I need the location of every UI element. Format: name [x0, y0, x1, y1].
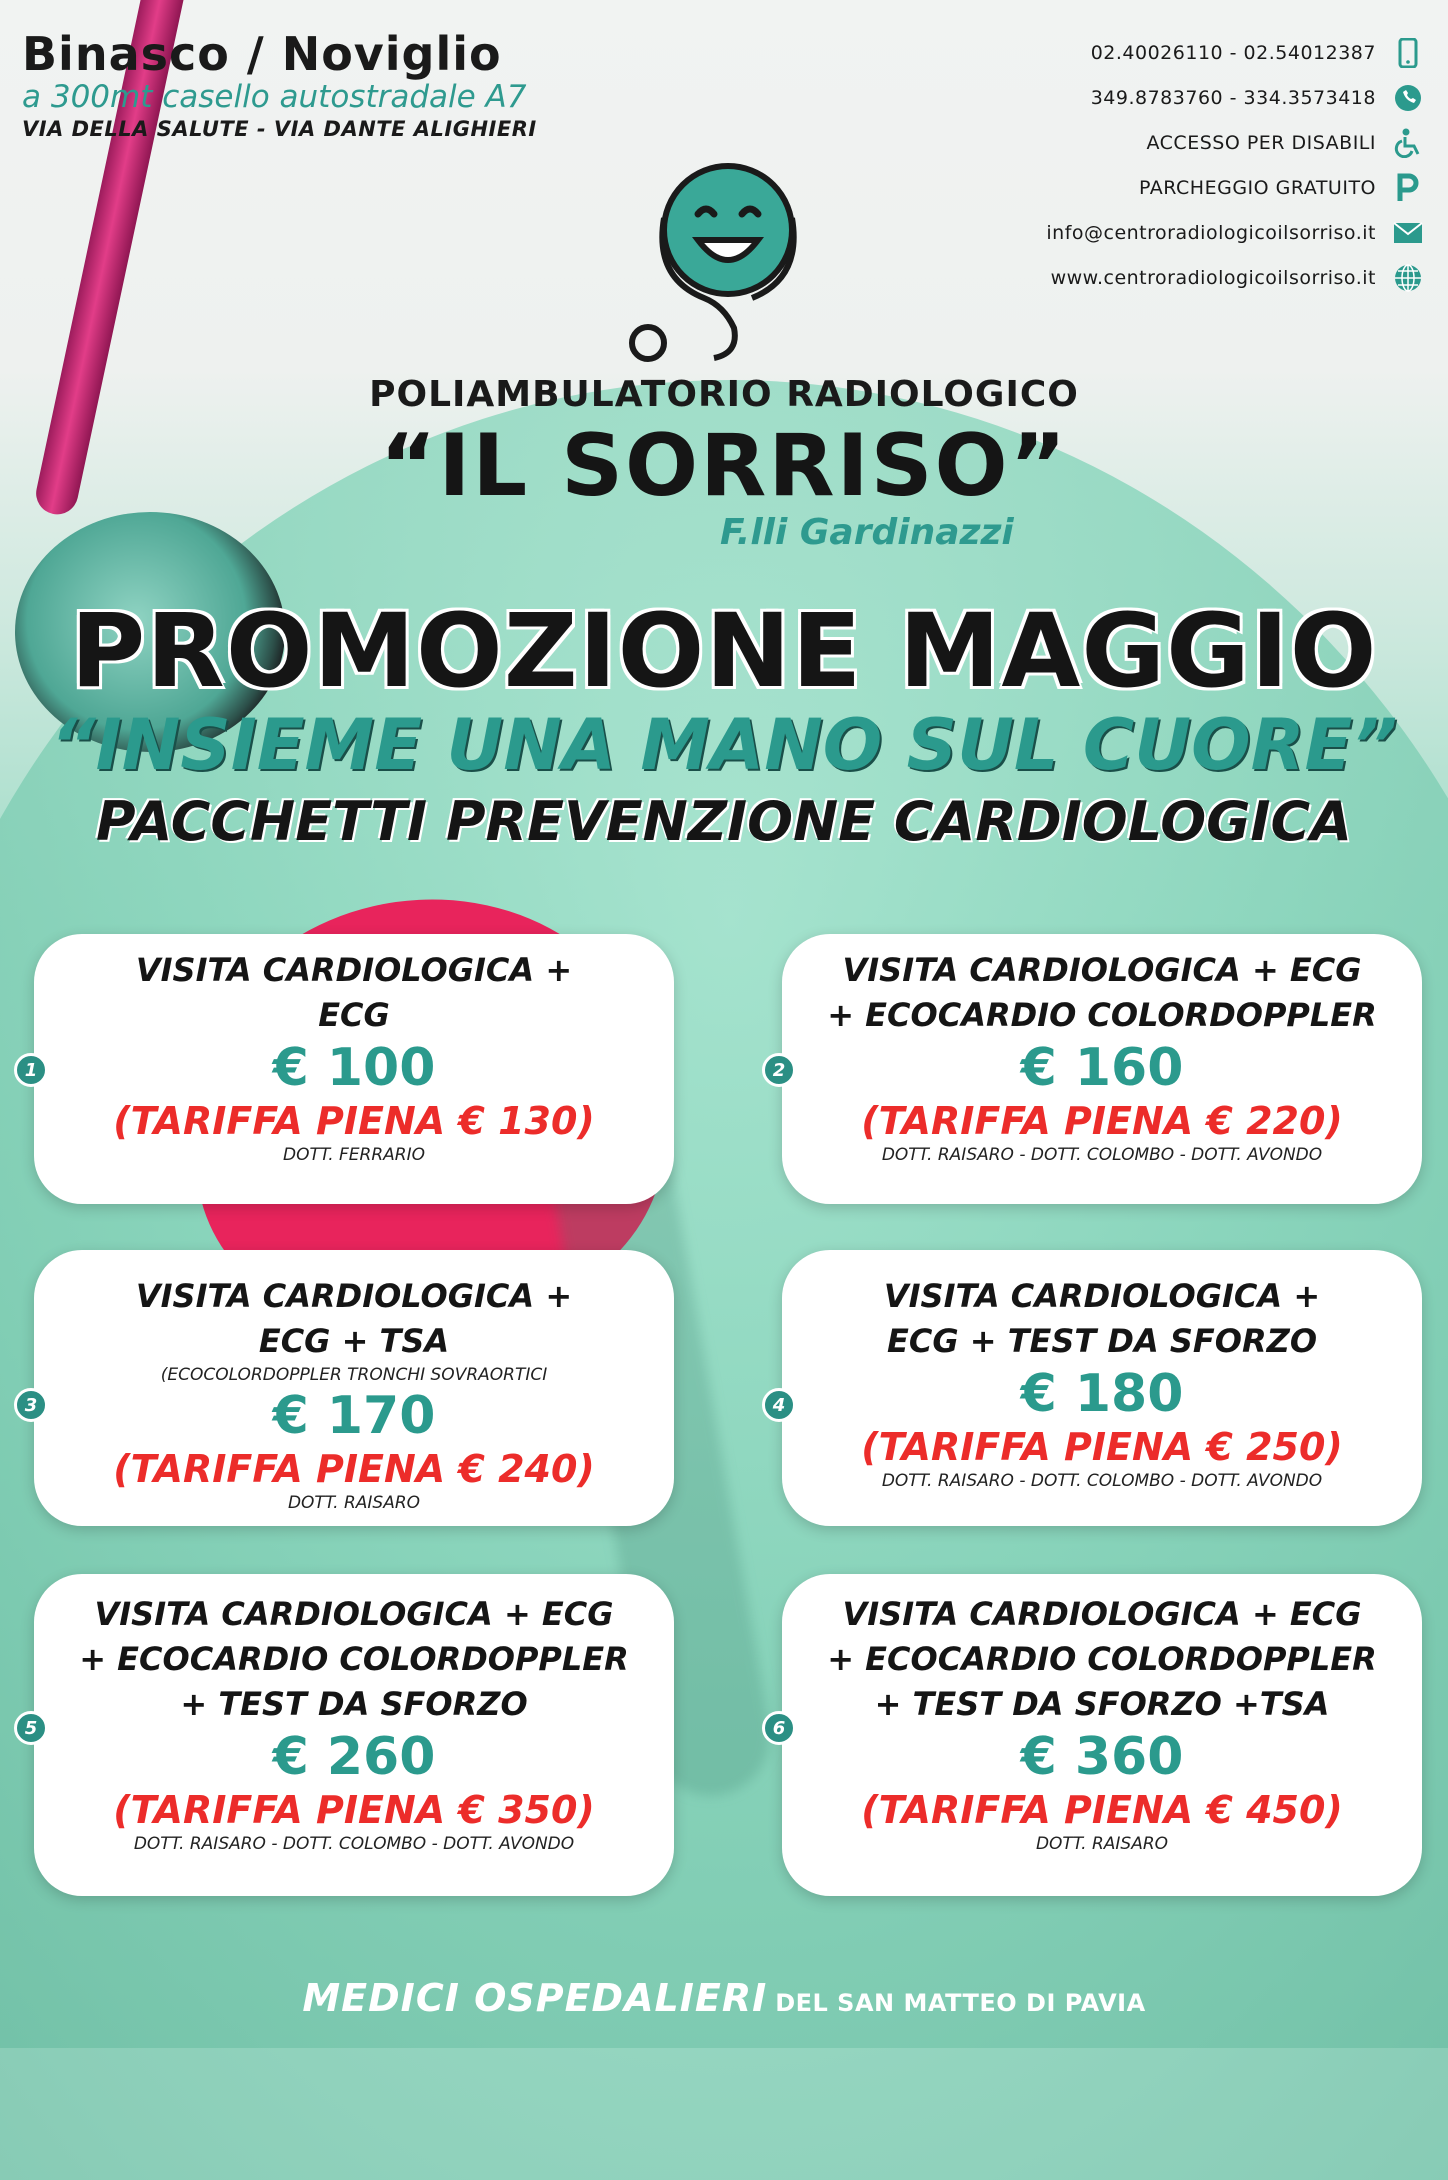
package-full-price: (TARIFFA PIENA € 450) — [861, 1788, 1343, 1832]
package-doctors: DOTT. RAISARO — [287, 1493, 421, 1513]
contact-whatsapp-text: 349.8783760 - 334.3573418 — [1090, 86, 1376, 109]
package-price: € 160 — [1020, 1038, 1184, 1098]
contact-disabled-text: ACCESSO PER DISABILI — [1146, 131, 1376, 154]
org-subtitle: F.lli Gardinazzi — [720, 512, 1014, 553]
package-number-badge: 6 — [762, 1711, 796, 1745]
package-full-price: (TARIFFA PIENA € 130) — [113, 1099, 595, 1143]
package-price: € 100 — [272, 1038, 436, 1098]
footer-tail: DEL SAN MATTEO DI PAVIA — [775, 1989, 1146, 2017]
contact-email[interactable] — [724, 210, 1424, 255]
package-title-line: + ECOCARDIO COLORDOPPLER — [827, 996, 1377, 1034]
package-number-badge: 3 — [14, 1388, 48, 1422]
package-card-2 — [782, 934, 1422, 1204]
promo-slogan: “INSIEME UNA MANO SUL CUORE” — [50, 704, 1398, 786]
contact-website[interactable] — [724, 255, 1424, 300]
package-title-line: + ECOCARDIO COLORDOPPLER — [79, 1640, 629, 1678]
package-title-line: ECG + TSA — [258, 1322, 450, 1360]
package-full-price: (TARIFFA PIENA € 240) — [113, 1447, 595, 1491]
promo-subtitle: PACCHETTI PREVENZIONE CARDIOLOGICA — [96, 790, 1352, 853]
promo-title: PROMOZIONE MAGGIO — [70, 592, 1378, 711]
location-block — [22, 28, 537, 144]
package-doctors: DOTT. RAISARO — [1035, 1834, 1169, 1854]
mail-icon — [1392, 217, 1424, 249]
package-title-line: VISITA CARDIOLOGICA + ECG — [94, 1595, 614, 1633]
package-price: € 170 — [272, 1386, 436, 1446]
package-doctors: DOTT. RAISARO - DOTT. COLOMBO - DOTT. AVONDO — [881, 1471, 1323, 1491]
contacts-list — [724, 30, 1424, 300]
package-doctors: DOTT. FERRARIO — [282, 1145, 425, 1165]
package-number-badge: 5 — [14, 1711, 48, 1745]
globe-icon — [1392, 262, 1424, 294]
contact-phone[interactable] — [724, 30, 1424, 75]
org-name: “IL SORRISO” — [379, 416, 1069, 516]
contact-website-text[interactable]: www.centroradiologicoilsorriso.it — [1050, 266, 1376, 289]
package-title-line: VISITA CARDIOLOGICA + ECG — [842, 951, 1362, 989]
package-card-5 — [34, 1574, 674, 1896]
package-price: € 180 — [1020, 1364, 1184, 1424]
package-full-price: (TARIFFA PIENA € 220) — [861, 1099, 1343, 1143]
package-full-price: (TARIFFA PIENA € 250) — [861, 1425, 1343, 1469]
contact-disabled-access — [724, 120, 1424, 165]
smiley-stethoscope-logo — [620, 158, 820, 368]
package-card-3 — [34, 1250, 674, 1526]
package-title-line: ECG + TEST DA SFORZO — [886, 1322, 1318, 1360]
contact-parking — [724, 165, 1424, 210]
package-price: € 260 — [272, 1727, 436, 1787]
contact-parking-text: PARCHEGGIO GRATUITO — [1139, 176, 1376, 199]
package-full-price: (TARIFFA PIENA € 350) — [113, 1788, 595, 1832]
distance-note: a 300mt casello autostradale A7 — [22, 79, 527, 115]
package-number-badge: 1 — [14, 1053, 48, 1087]
package-title-line: + ECOCARDIO COLORDOPPLER — [827, 1640, 1377, 1678]
whatsapp-icon — [1392, 82, 1424, 114]
package-title-line: VISITA CARDIOLOGICA + — [883, 1277, 1321, 1315]
package-title-line: + TEST DA SFORZO +TSA — [874, 1685, 1330, 1723]
package-card-1 — [34, 934, 674, 1204]
package-title-line: ECG — [318, 996, 390, 1034]
package-card-4 — [782, 1250, 1422, 1526]
package-doctors: DOTT. RAISARO - DOTT. COLOMBO - DOTT. AVONDO — [881, 1145, 1323, 1165]
footer — [0, 1976, 1448, 2020]
org-type: POLIAMBULATORIO RADIOLOGICO — [369, 374, 1079, 415]
package-doctors: DOTT. RAISARO - DOTT. COLOMBO - DOTT. AVONDO — [133, 1834, 575, 1854]
parking-icon — [1392, 172, 1424, 204]
contact-email-text[interactable]: info@centroradiologicoilsorriso.it — [1046, 221, 1376, 244]
city-name: Binasco / Noviglio — [22, 27, 502, 81]
contact-phone-text: 02.40026110 - 02.54012387 — [1090, 41, 1376, 64]
contact-whatsapp[interactable] — [724, 75, 1424, 120]
package-card-6 — [782, 1574, 1422, 1896]
address: VIA DELLA SALUTE - VIA DANTE ALIGHIERI — [22, 117, 537, 141]
package-title-line: VISITA CARDIOLOGICA + — [135, 1277, 573, 1315]
package-number-badge: 2 — [762, 1053, 796, 1087]
package-title-line: VISITA CARDIOLOGICA + ECG — [842, 1595, 1362, 1633]
phone-icon — [1392, 37, 1424, 69]
wheelchair-icon — [1392, 127, 1424, 159]
package-note: (ECOCOLORDOPPLER TRONCHI SOVRAORTICI — [160, 1365, 548, 1385]
package-number-badge: 4 — [762, 1388, 796, 1422]
package-price: € 360 — [1020, 1727, 1184, 1787]
package-title-line: VISITA CARDIOLOGICA + — [135, 951, 573, 989]
package-title-line: + TEST DA SFORZO — [180, 1685, 528, 1723]
footer-main: MEDICI OSPEDALIERI — [302, 1976, 768, 2020]
